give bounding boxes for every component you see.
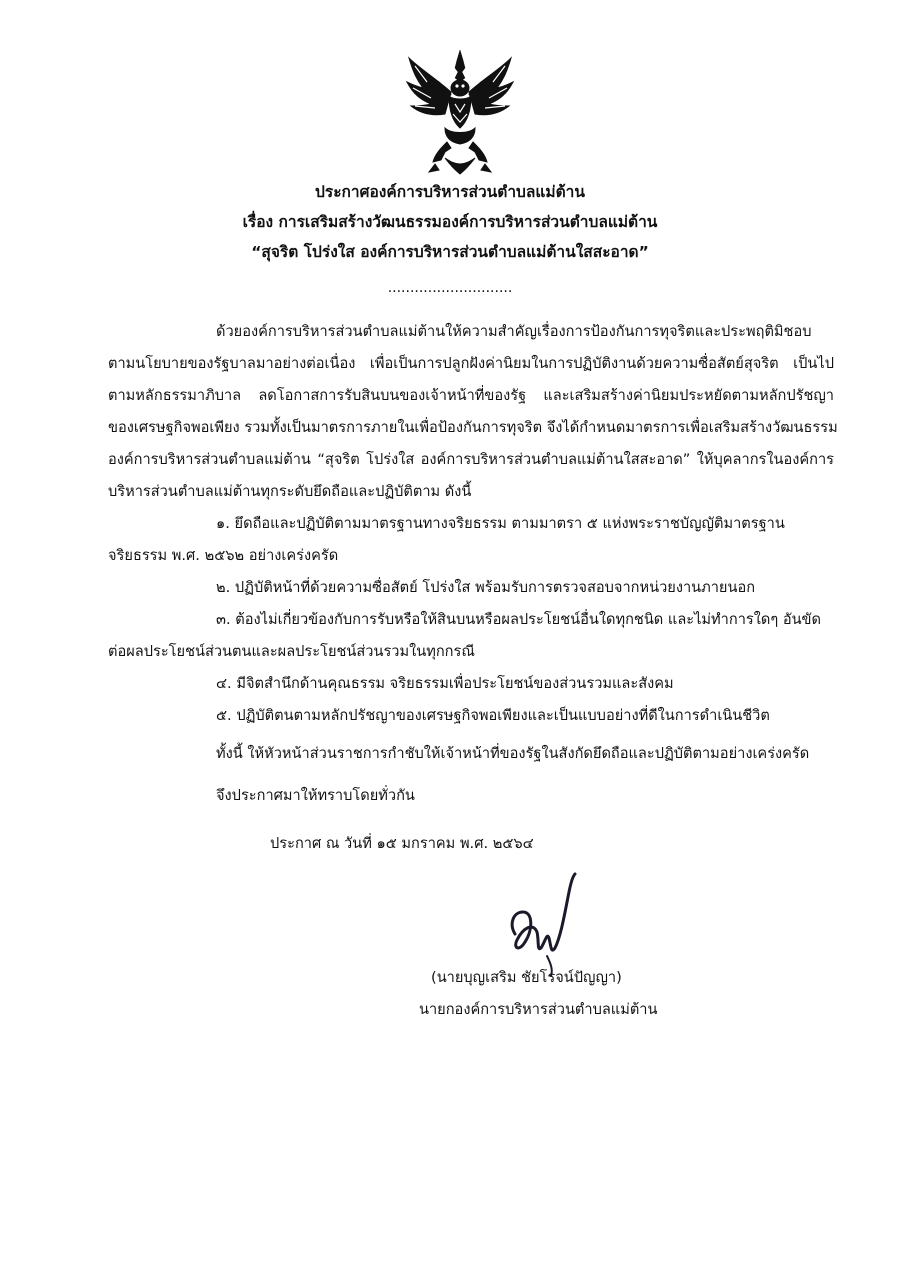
item-1-line-1: ๑. ยึดถือและปฏิบัติตามมาตรฐานทางจริยธรรม ตามมาตรา ๕ แห่งพระราชบัญญัติมาตรฐาน xyxy=(216,515,785,532)
intro-line-6: บริหารส่วนตำบลแม่ต้านทุกระดับยึดถือและปฏิบัติตาม ดังนี้ xyxy=(108,483,472,500)
item-1-line-2: จริยธรรม พ.ศ. ๒๕๖๒ อย่างเคร่งครัด xyxy=(108,547,339,564)
intro-line-3: ตามหลักธรรมาภิบาล ลดโอกาสการรับสินบนของเจ้าหน้าที่ของรัฐ และเสริมสร้างค่านิยมประหยัดตามหลักปรัชญา xyxy=(108,387,834,404)
intro-line-2: ตามนโยบายของรัฐบาลมาอย่างต่อเนื่อง เพื่อเป็นการปลูกฝังค่านิยมในการปฏิบัติงานด้วยความซื่อสัตย์สุจริต เป็นไป xyxy=(108,355,834,372)
item-3-line-2: ต่อผลประโยชน์ส่วนตนและผลประโยชน์ส่วนรวมในทุกกรณี xyxy=(108,643,475,660)
closing-announcement: จึงประกาศมาให้ทราบโดยทั่วกัน xyxy=(216,787,415,804)
signatory-position: นายกองค์การบริหารส่วนตำบลแม่ต้าน xyxy=(419,1001,658,1018)
signatory-name: (นายบุญเสริม ชัยโรจน์ปัญญา) xyxy=(431,969,622,986)
garuda-emblem-icon xyxy=(405,48,515,176)
item-5: ๕. ปฏิบัติตนตามหลักปรัชญาของเศรษฐกิจพอเพียงและเป็นแบบอย่างที่ดีในการดำเนินชีวิต xyxy=(216,707,770,724)
intro-line-4: ของเศรษฐกิจพอเพียง รวมทั้งเป็นมาตรการภายในเพื่อป้องกันการทุจริต จึงได้กำหนดมาตรการเพื่อเสริมสร้างวัฒนธรรม xyxy=(108,419,838,436)
announcement-slogan: “สุจริต โปร่งใส องค์การบริหารส่วนตำบลแม่ต้านใสสะอาด” xyxy=(251,243,649,261)
intro-line-1: ด้วยองค์การบริหารส่วนตำบลแม่ต้านให้ความสำคัญเรื่องการป้องกันการทุจริตและประพฤติมิชอบ xyxy=(216,323,812,340)
intro-line-5: องค์การบริหารส่วนตำบลแม่ต้าน “สุจริต โปร่งใส องค์การบริหารส่วนตำบลแม่ต้านใสสะอาด” ให้บุคลากรในองค์การ xyxy=(108,451,834,468)
item-3-line-1: ๓. ต้องไม่เกี่ยวข้องกับการรับหรือให้สินบนหรือผลประโยชน์อื่นใดทุกชนิด และไม่ทำการใดๆ อันขัด xyxy=(216,611,822,628)
title-separator: ............................ xyxy=(387,280,513,296)
announcement-title: ประกาศองค์การบริหารส่วนตำบลแม่ต้าน xyxy=(315,183,585,201)
announcement-subject: เรื่อง การเสริมสร้างวัฒนธรรมองค์การบริหารส่วนตำบลแม่ต้าน xyxy=(242,213,658,231)
closing-instruction: ทั้งนี้ ให้หัวหน้าส่วนราชการกำชับให้เจ้าหน้าที่ของรัฐในสังกัดยึดถือและปฏิบัติตามอย่างเคร่งครัด xyxy=(216,745,810,762)
announcement-date: ประกาศ ณ วันที่ ๑๕ มกราคม พ.ศ. ๒๕๖๔ xyxy=(270,835,534,852)
item-4: ๔. มีจิตสำนึกด้านคุณธรรม จริยธรรมเพื่อประโยชน์ของส่วนรวมและสังคม xyxy=(216,675,674,692)
handwritten-signature xyxy=(503,872,583,978)
item-2: ๒. ปฏิบัติหน้าที่ด้วยความซื่อสัตย์ โปร่งใส พร้อมรับการตรวจสอบจากหน่วยงานภายนอก xyxy=(216,579,756,596)
